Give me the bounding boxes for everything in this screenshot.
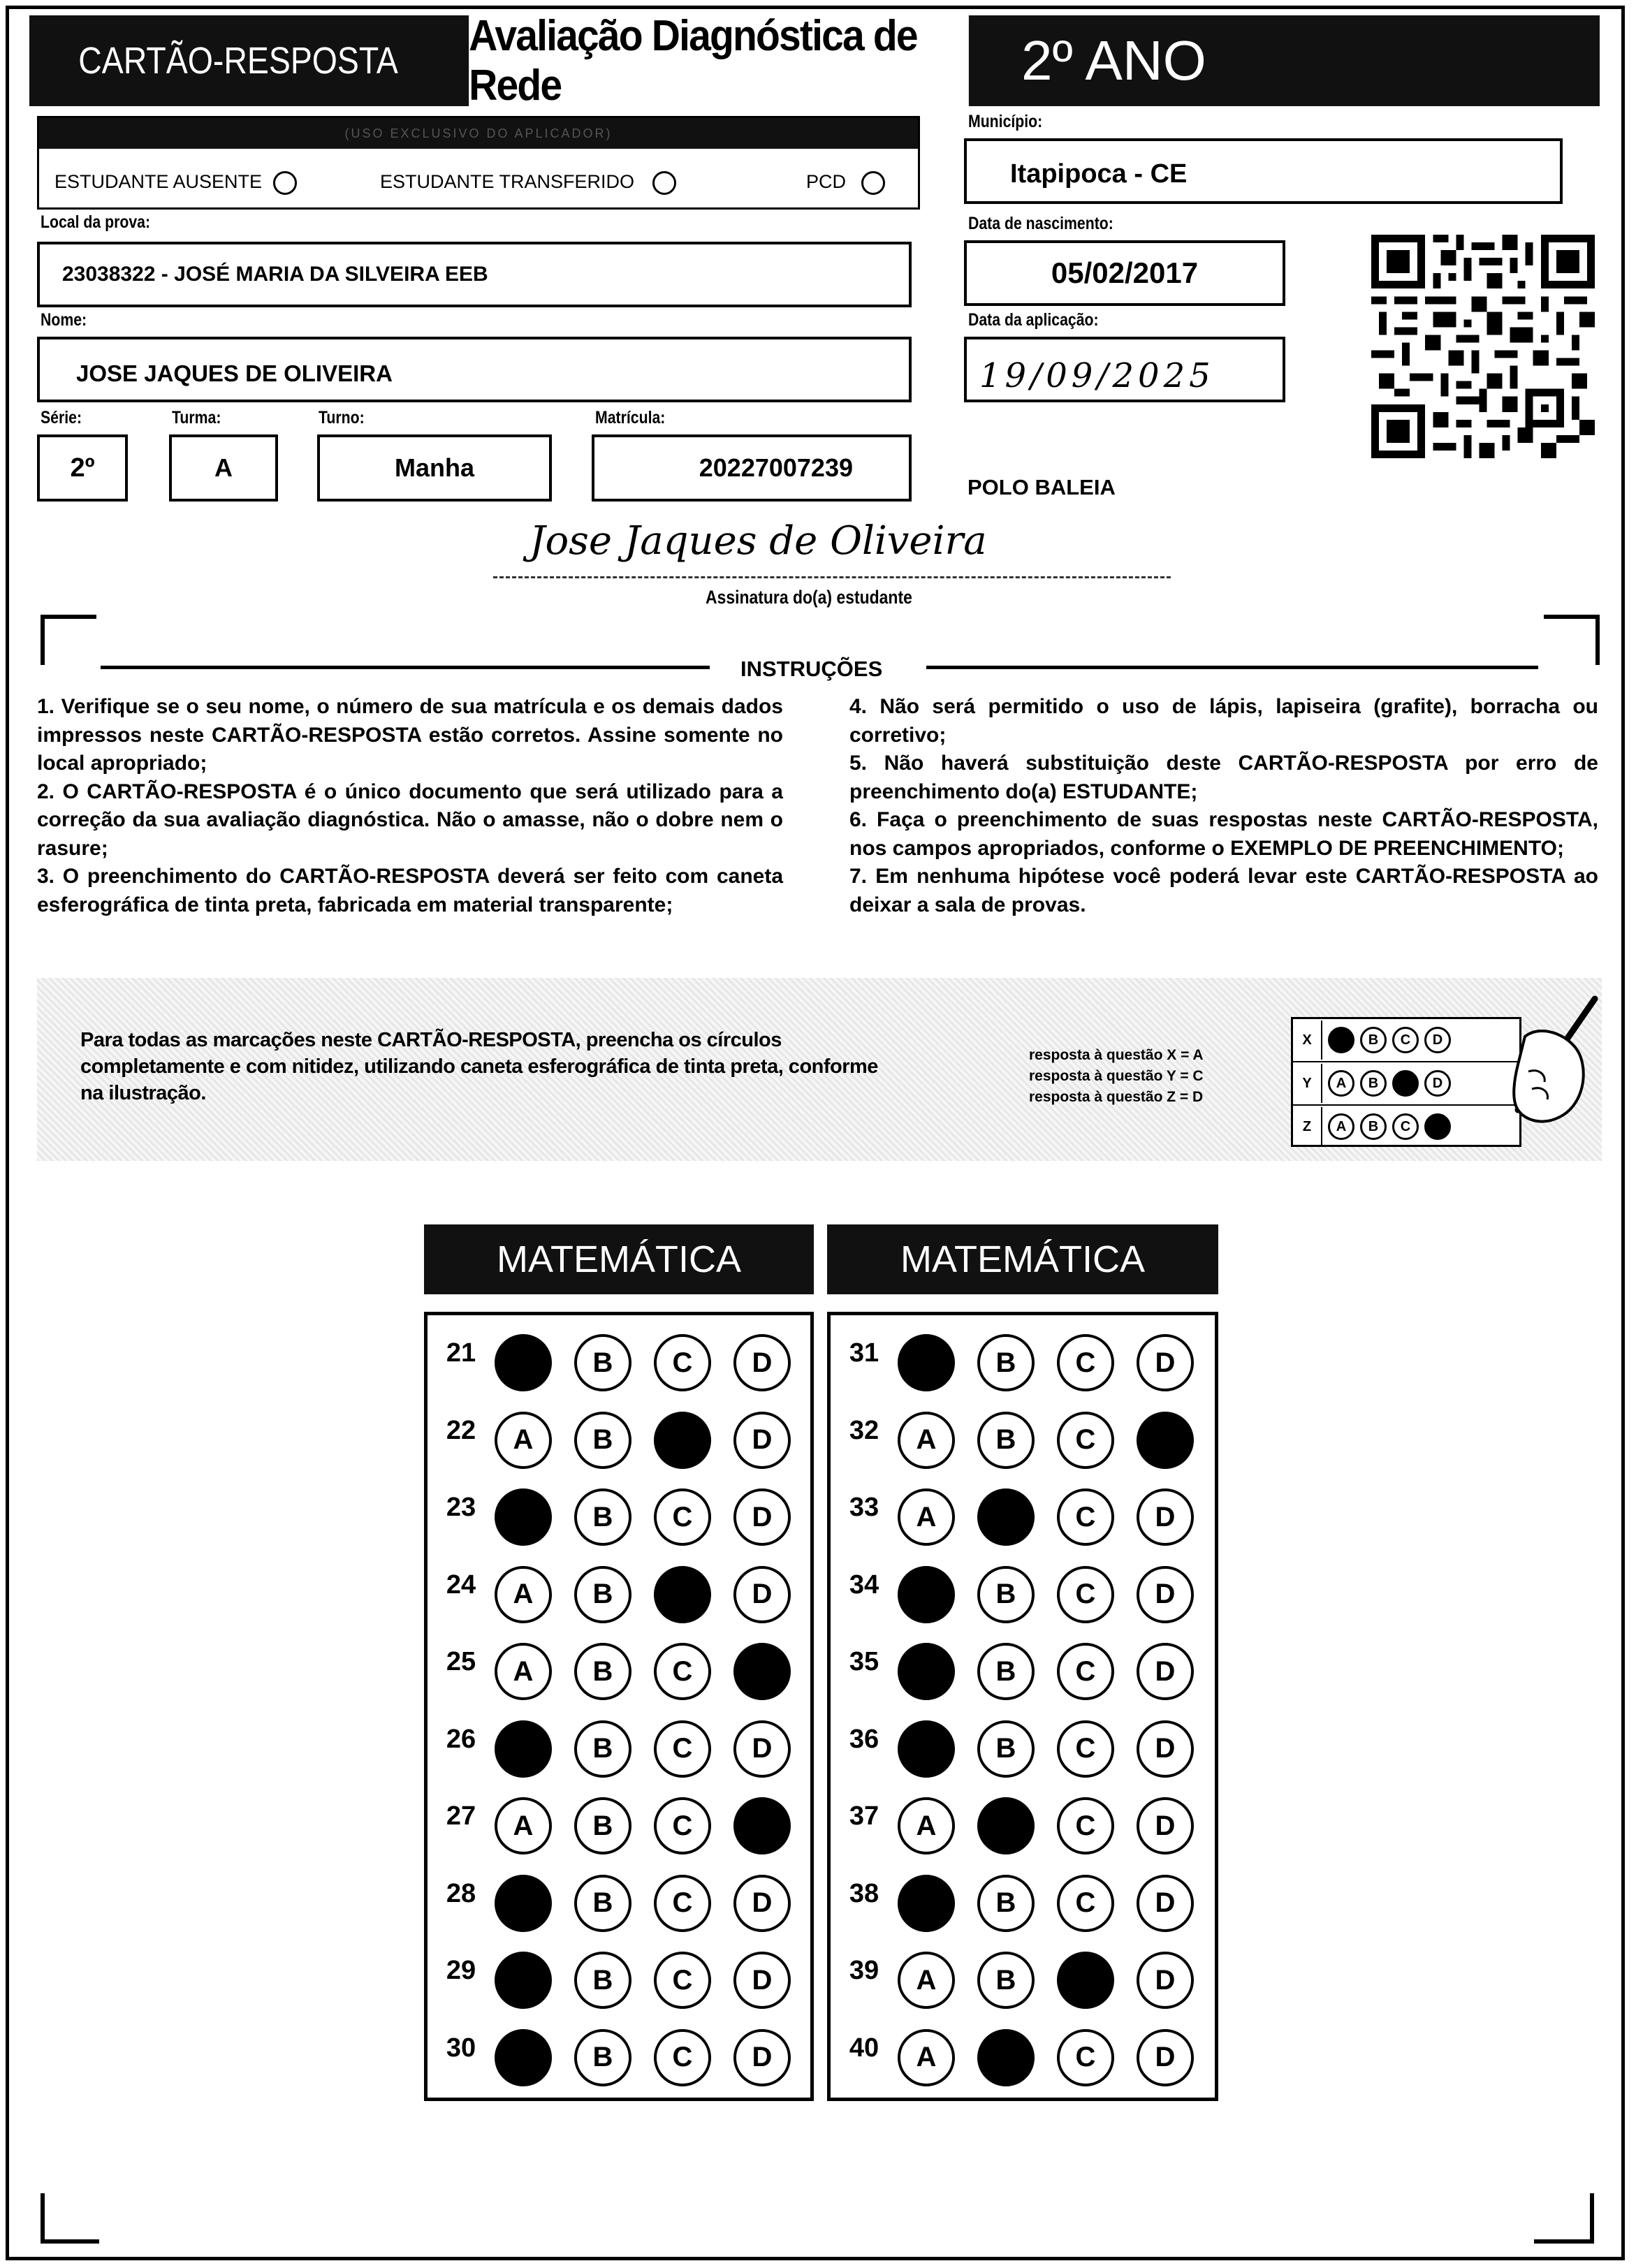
answer-bubble-a[interactable]: A <box>898 1797 955 1854</box>
answer-bubble-a[interactable] <box>898 1720 955 1778</box>
answer-row <box>831 1631 1215 1694</box>
local-value: 23038322 - JOSÉ MARIA DA SILVEIRA EEB <box>62 263 488 286</box>
example-legend-line: resposta à questão Z = D <box>1029 1089 1204 1105</box>
answer-bubble-c[interactable] <box>654 1412 711 1469</box>
turma-value: A <box>214 453 233 482</box>
answer-bubble-a[interactable] <box>898 1643 955 1700</box>
answer-bubble-c[interactable]: C <box>1057 1797 1114 1854</box>
answer-bubble-b[interactable]: B <box>977 1566 1035 1623</box>
example-bubble-b: B <box>1360 1027 1387 1053</box>
example-question-label: X <box>1293 1020 1322 1060</box>
nascimento-label: Data de nascimento: <box>968 214 1113 233</box>
corner-mark-bottom-left <box>41 2193 99 2244</box>
question-number: 25 <box>446 1647 476 1676</box>
instruction-item: 7. Em nenhuma hipótese você poderá levar este CARTÃO-RESPOSTA ao deixar a sala de provas. <box>849 865 1598 916</box>
answer-bubble-d[interactable]: D <box>733 1566 791 1623</box>
answer-bubble-d[interactable]: D <box>733 1334 791 1391</box>
evaluation-title: Avaliação Diagnóstica de Rede <box>469 15 969 106</box>
subject-header: MATEMÁTICA <box>827 1224 1218 1294</box>
nascimento-field <box>964 240 1285 306</box>
example-bubble-b: B <box>1360 1113 1387 1140</box>
answer-bubble-a[interactable] <box>495 2029 552 2086</box>
question-number: 39 <box>849 1956 879 1985</box>
answer-row <box>428 1709 810 1771</box>
answer-bubble-b[interactable]: B <box>977 1334 1035 1391</box>
answer-bubble-c[interactable]: C <box>654 1952 711 2009</box>
answer-row <box>428 1554 810 1617</box>
answer-bubble-a[interactable] <box>495 1952 552 2009</box>
question-number: 27 <box>446 1801 476 1831</box>
answer-bubble-d[interactable]: D <box>733 2029 791 2086</box>
answer-bubble-d[interactable]: D <box>1137 1643 1194 1700</box>
answer-bubble-a[interactable]: A <box>898 2029 955 2086</box>
answer-row <box>831 1785 1215 1848</box>
municipio-label: Município: <box>968 112 1043 131</box>
example-bubble-c <box>1392 1070 1419 1097</box>
answer-bubble-a[interactable]: A <box>898 1488 955 1546</box>
answer-bubble-d[interactable]: D <box>733 1720 791 1778</box>
instruction-item: 2. O CARTÃO-RESPOSTA é o único documento que será utilizado para a correção da sua avaliação diagnóstica. Não o amasse, não o dobre nem o rasure; <box>37 780 783 860</box>
answer-bubble-c[interactable]: C <box>654 1875 711 1932</box>
instructions-title: INSTRUÇÕES <box>740 657 883 681</box>
answer-row <box>428 1940 810 2003</box>
answer-row <box>831 1322 1215 1385</box>
answer-bubble-a[interactable]: A <box>495 1566 552 1623</box>
card-title: CARTÃO-RESPOSTA <box>78 40 398 82</box>
answer-bubble-c[interactable] <box>1057 1952 1114 2009</box>
instruction-item: 6. Faça o preenchimento de suas respostas neste CARTÃO-RESPOSTA, nos campos apropriados, conforme o EXEMPLO DE PREENCHIMENTO; <box>849 808 1598 860</box>
answer-row <box>831 1940 1215 2003</box>
answer-bubble-a[interactable] <box>495 1720 552 1778</box>
aplicacao-value: 19/09/2025 <box>979 356 1215 395</box>
example-bubble-a: A <box>1328 1113 1354 1140</box>
answer-bubble-d[interactable]: D <box>1137 1952 1194 2009</box>
instruction-item: 5. Não haverá substituição deste CARTÃO-RESPOSTA por erro de preenchimento do(a) ESTUDANTE; <box>849 752 1598 803</box>
turno-field <box>317 434 552 502</box>
answer-row <box>831 1709 1215 1771</box>
answer-bubble-c[interactable] <box>654 1566 711 1623</box>
answer-bubble-c[interactable]: C <box>654 1643 711 1700</box>
answer-bubble-d[interactable]: D <box>1137 1720 1194 1778</box>
answer-bubble-b[interactable]: B <box>574 1334 631 1391</box>
corner-mark-top-left <box>41 615 96 665</box>
question-number: 24 <box>446 1570 476 1600</box>
answer-row <box>831 2017 1215 2080</box>
answer-row <box>428 1322 810 1385</box>
aplicacao-field[interactable] <box>964 337 1285 402</box>
answer-bubble-a[interactable] <box>898 1334 955 1391</box>
answer-bubble-c[interactable]: C <box>654 2029 711 2086</box>
answer-bubble-b[interactable]: B <box>574 1488 631 1546</box>
transferred-label: ESTUDANTE TRANSFERIDO <box>380 171 635 193</box>
answer-bubble-a[interactable] <box>495 1334 552 1391</box>
answer-row <box>831 1477 1215 1539</box>
answer-bubble-c[interactable]: C <box>1057 1643 1114 1700</box>
answer-bubble-a[interactable] <box>495 1875 552 1932</box>
turma-label: Turma: <box>172 408 221 427</box>
question-number: 38 <box>849 1878 879 1908</box>
qr-code <box>1371 235 1595 458</box>
answer-bubble-c[interactable]: C <box>654 1797 711 1854</box>
example-question-label: Z <box>1293 1107 1322 1146</box>
example-legend-line: resposta à questão X = A <box>1029 1047 1204 1063</box>
answer-bubble-c[interactable]: C <box>1057 1875 1114 1932</box>
question-number: 21 <box>446 1338 476 1368</box>
question-number: 23 <box>446 1493 476 1522</box>
answer-bubble-b[interactable] <box>977 1488 1035 1546</box>
answer-bubble-d[interactable]: D <box>1137 1797 1194 1854</box>
answer-row <box>428 1631 810 1694</box>
answer-bubble-b[interactable]: B <box>977 1875 1035 1932</box>
answer-bubble-b[interactable]: B <box>977 1720 1035 1778</box>
turno-label: Turno: <box>319 408 365 427</box>
municipio-field <box>964 138 1563 204</box>
answer-bubble-a[interactable] <box>495 1488 552 1546</box>
matricula-field <box>592 434 912 502</box>
answer-bubble-b[interactable]: B <box>574 1412 631 1469</box>
answer-bubble-b[interactable]: B <box>574 1643 631 1700</box>
absent-label: ESTUDANTE AUSENTE <box>54 171 263 193</box>
answer-bubble-d[interactable]: D <box>733 1875 791 1932</box>
answer-bubble-d[interactable]: D <box>1137 2029 1194 2086</box>
aplicacao-label: Data da aplicação: <box>968 310 1099 330</box>
pcd-radio[interactable] <box>861 171 885 195</box>
answer-bubble-a[interactable] <box>898 1875 955 1932</box>
instructions-rule-left <box>101 666 710 669</box>
question-number: 37 <box>849 1801 879 1831</box>
hand-with-pen-icon <box>1476 995 1602 1134</box>
example-bubble-c: C <box>1392 1113 1419 1140</box>
example-text: Para todas as marcações neste CARTÃO-RESPOSTA, preencha os círculos completamente e com nitidez, utilizando caneta esferográfica de tinta preta, conforme na ilustração. <box>80 1029 878 1104</box>
instruction-item: 4. Não será permitido o uso de lápis, lapiseira (grafite), borracha ou corretivo; <box>849 695 1598 747</box>
matricula-label: Matrícula: <box>595 408 666 427</box>
instructions-rule-right <box>926 666 1538 669</box>
example-bubble-d <box>1424 1113 1451 1140</box>
answer-bubble-b[interactable]: B <box>574 1566 631 1623</box>
example-legend <box>1029 1045 1204 1108</box>
answer-row <box>428 1400 810 1463</box>
pcd-option[interactable] <box>806 171 885 195</box>
subject-header: MATEMÁTICA <box>424 1224 814 1294</box>
example-question-label: Y <box>1293 1064 1322 1103</box>
serie-field <box>37 434 128 502</box>
answer-bubble-c[interactable]: C <box>654 1334 711 1391</box>
question-number: 34 <box>849 1570 879 1600</box>
header-bar <box>29 12 1600 110</box>
instruction-item: 1. Verifique se o seu nome, o número de sua matrícula e os demais dados impressos neste CARTÃO-RESPOSTA estão corretos. Assine somente no local apropriado; <box>37 695 783 775</box>
answer-row <box>428 2017 810 2080</box>
answer-bubble-b[interactable]: B <box>574 1952 631 2009</box>
signature-handwritten: Jose Jaques de Oliveira <box>529 518 987 564</box>
question-number: 30 <box>446 2033 476 2063</box>
answer-bubble-b[interactable]: B <box>574 2029 631 2086</box>
municipio-value: Itapipoca - CE <box>1010 159 1188 189</box>
instruction-item: 3. O preenchimento do CARTÃO-RESPOSTA deverá ser feito com caneta esferográfica de tinta preta, fabricada em material transparente; <box>37 865 783 916</box>
transferred-option[interactable] <box>380 171 676 195</box>
answer-bubble-d[interactable] <box>1137 1412 1194 1469</box>
answer-row <box>831 1554 1215 1617</box>
answer-bubble-b[interactable]: B <box>977 1412 1035 1469</box>
serie-value: 2º <box>70 453 95 483</box>
question-number: 33 <box>849 1493 879 1522</box>
answer-bubble-b[interactable]: B <box>574 1875 631 1932</box>
answer-bubble-b[interactable] <box>977 2029 1035 2086</box>
nome-field <box>37 337 912 402</box>
answer-bubble-a[interactable] <box>898 1566 955 1623</box>
example-bubble-b: B <box>1360 1070 1387 1097</box>
question-number: 31 <box>849 1338 879 1368</box>
answer-bubble-a[interactable]: A <box>495 1643 552 1700</box>
answer-bubble-b[interactable]: B <box>574 1720 631 1778</box>
answer-bubble-d[interactable]: D <box>1137 1566 1194 1623</box>
pcd-label: PCD <box>806 171 847 193</box>
corner-mark-bottom-right <box>1534 2193 1594 2244</box>
answer-bubble-d[interactable]: D <box>733 1412 791 1469</box>
answer-row <box>831 1863 1215 1926</box>
example-bubble-d: D <box>1424 1027 1451 1053</box>
answer-row <box>428 1785 810 1848</box>
example-bubble-a <box>1328 1027 1354 1053</box>
answer-bubble-c[interactable]: C <box>1057 1566 1114 1623</box>
corner-mark-top-right <box>1544 615 1600 665</box>
absent-radio[interactable] <box>273 171 297 195</box>
question-number: 36 <box>849 1724 879 1754</box>
instructions-right <box>849 693 1598 919</box>
example-bubble-c: C <box>1392 1027 1419 1053</box>
answer-bubble-d[interactable]: D <box>1137 1875 1194 1932</box>
nome-value: JOSE JAQUES DE OLIVEIRA <box>76 360 393 386</box>
answer-bubble-d[interactable]: D <box>1137 1334 1194 1391</box>
example-bubble-a: A <box>1328 1070 1354 1097</box>
answer-bubble-b[interactable]: B <box>977 1643 1035 1700</box>
nome-label: Nome: <box>41 310 87 330</box>
status-box-title: (USO EXCLUSIVO DO APLICADOR) <box>39 118 918 149</box>
polo-label: POLO BALEIA <box>967 475 1116 499</box>
signature-line <box>493 576 1171 578</box>
matricula-value: 20227007239 <box>699 453 853 482</box>
serie-label: Série: <box>41 408 82 427</box>
example-legend-line: resposta à questão Y = C <box>1029 1068 1204 1084</box>
answer-bubble-a[interactable]: A <box>898 1412 955 1469</box>
status-box <box>37 116 920 210</box>
answer-bubble-c[interactable]: C <box>1057 1720 1114 1778</box>
answer-bubble-a[interactable]: A <box>898 1952 955 2009</box>
answer-bubble-c[interactable]: C <box>654 1720 711 1778</box>
answer-row <box>428 1863 810 1926</box>
instructions-left <box>37 693 783 919</box>
question-number: 22 <box>446 1415 476 1445</box>
local-field <box>37 242 912 307</box>
question-number: 40 <box>849 2033 879 2063</box>
answer-bubble-b[interactable] <box>977 1797 1035 1854</box>
absent-option[interactable] <box>54 171 297 195</box>
answer-bubble-c[interactable]: C <box>1057 1334 1114 1391</box>
answer-bubble-d[interactable]: D <box>733 1952 791 2009</box>
answer-bubble-b[interactable]: B <box>977 1952 1035 2009</box>
answer-bubble-d[interactable] <box>733 1797 791 1854</box>
local-label: Local da prova: <box>41 212 151 232</box>
grade-label: 2º ANO <box>1021 29 1206 92</box>
question-number: 35 <box>849 1647 879 1676</box>
answer-bubble-c[interactable]: C <box>1057 1488 1114 1546</box>
answer-bubble-d[interactable]: D <box>733 1488 791 1546</box>
answer-bubble-b[interactable]: B <box>574 1797 631 1854</box>
question-number: 28 <box>446 1878 476 1908</box>
example-bubble-d: D <box>1424 1070 1451 1097</box>
answer-bubble-d[interactable] <box>733 1643 791 1700</box>
answer-bubble-c[interactable]: C <box>654 1488 711 1546</box>
answer-row <box>428 1477 810 1539</box>
question-number: 32 <box>849 1415 879 1445</box>
turma-field <box>169 434 278 502</box>
answer-sheet <box>827 1312 1218 2101</box>
answer-bubble-c[interactable]: C <box>1057 2029 1114 2086</box>
question-number: 29 <box>446 1956 476 1985</box>
answer-row <box>831 1400 1215 1463</box>
transferred-radio[interactable] <box>652 171 676 195</box>
example-band <box>37 978 1602 1161</box>
answer-sheet <box>424 1312 814 2101</box>
answer-bubble-a[interactable]: A <box>495 1797 552 1854</box>
answer-bubble-a[interactable]: A <box>495 1412 552 1469</box>
answer-bubble-d[interactable]: D <box>1137 1488 1194 1546</box>
turno-value: Manha <box>394 453 474 482</box>
question-number: 26 <box>446 1724 476 1754</box>
nascimento-value: 05/02/2017 <box>1051 256 1199 289</box>
signature-caption: Assinatura do(a) estudante <box>706 587 912 608</box>
answer-bubble-c[interactable]: C <box>1057 1412 1114 1469</box>
